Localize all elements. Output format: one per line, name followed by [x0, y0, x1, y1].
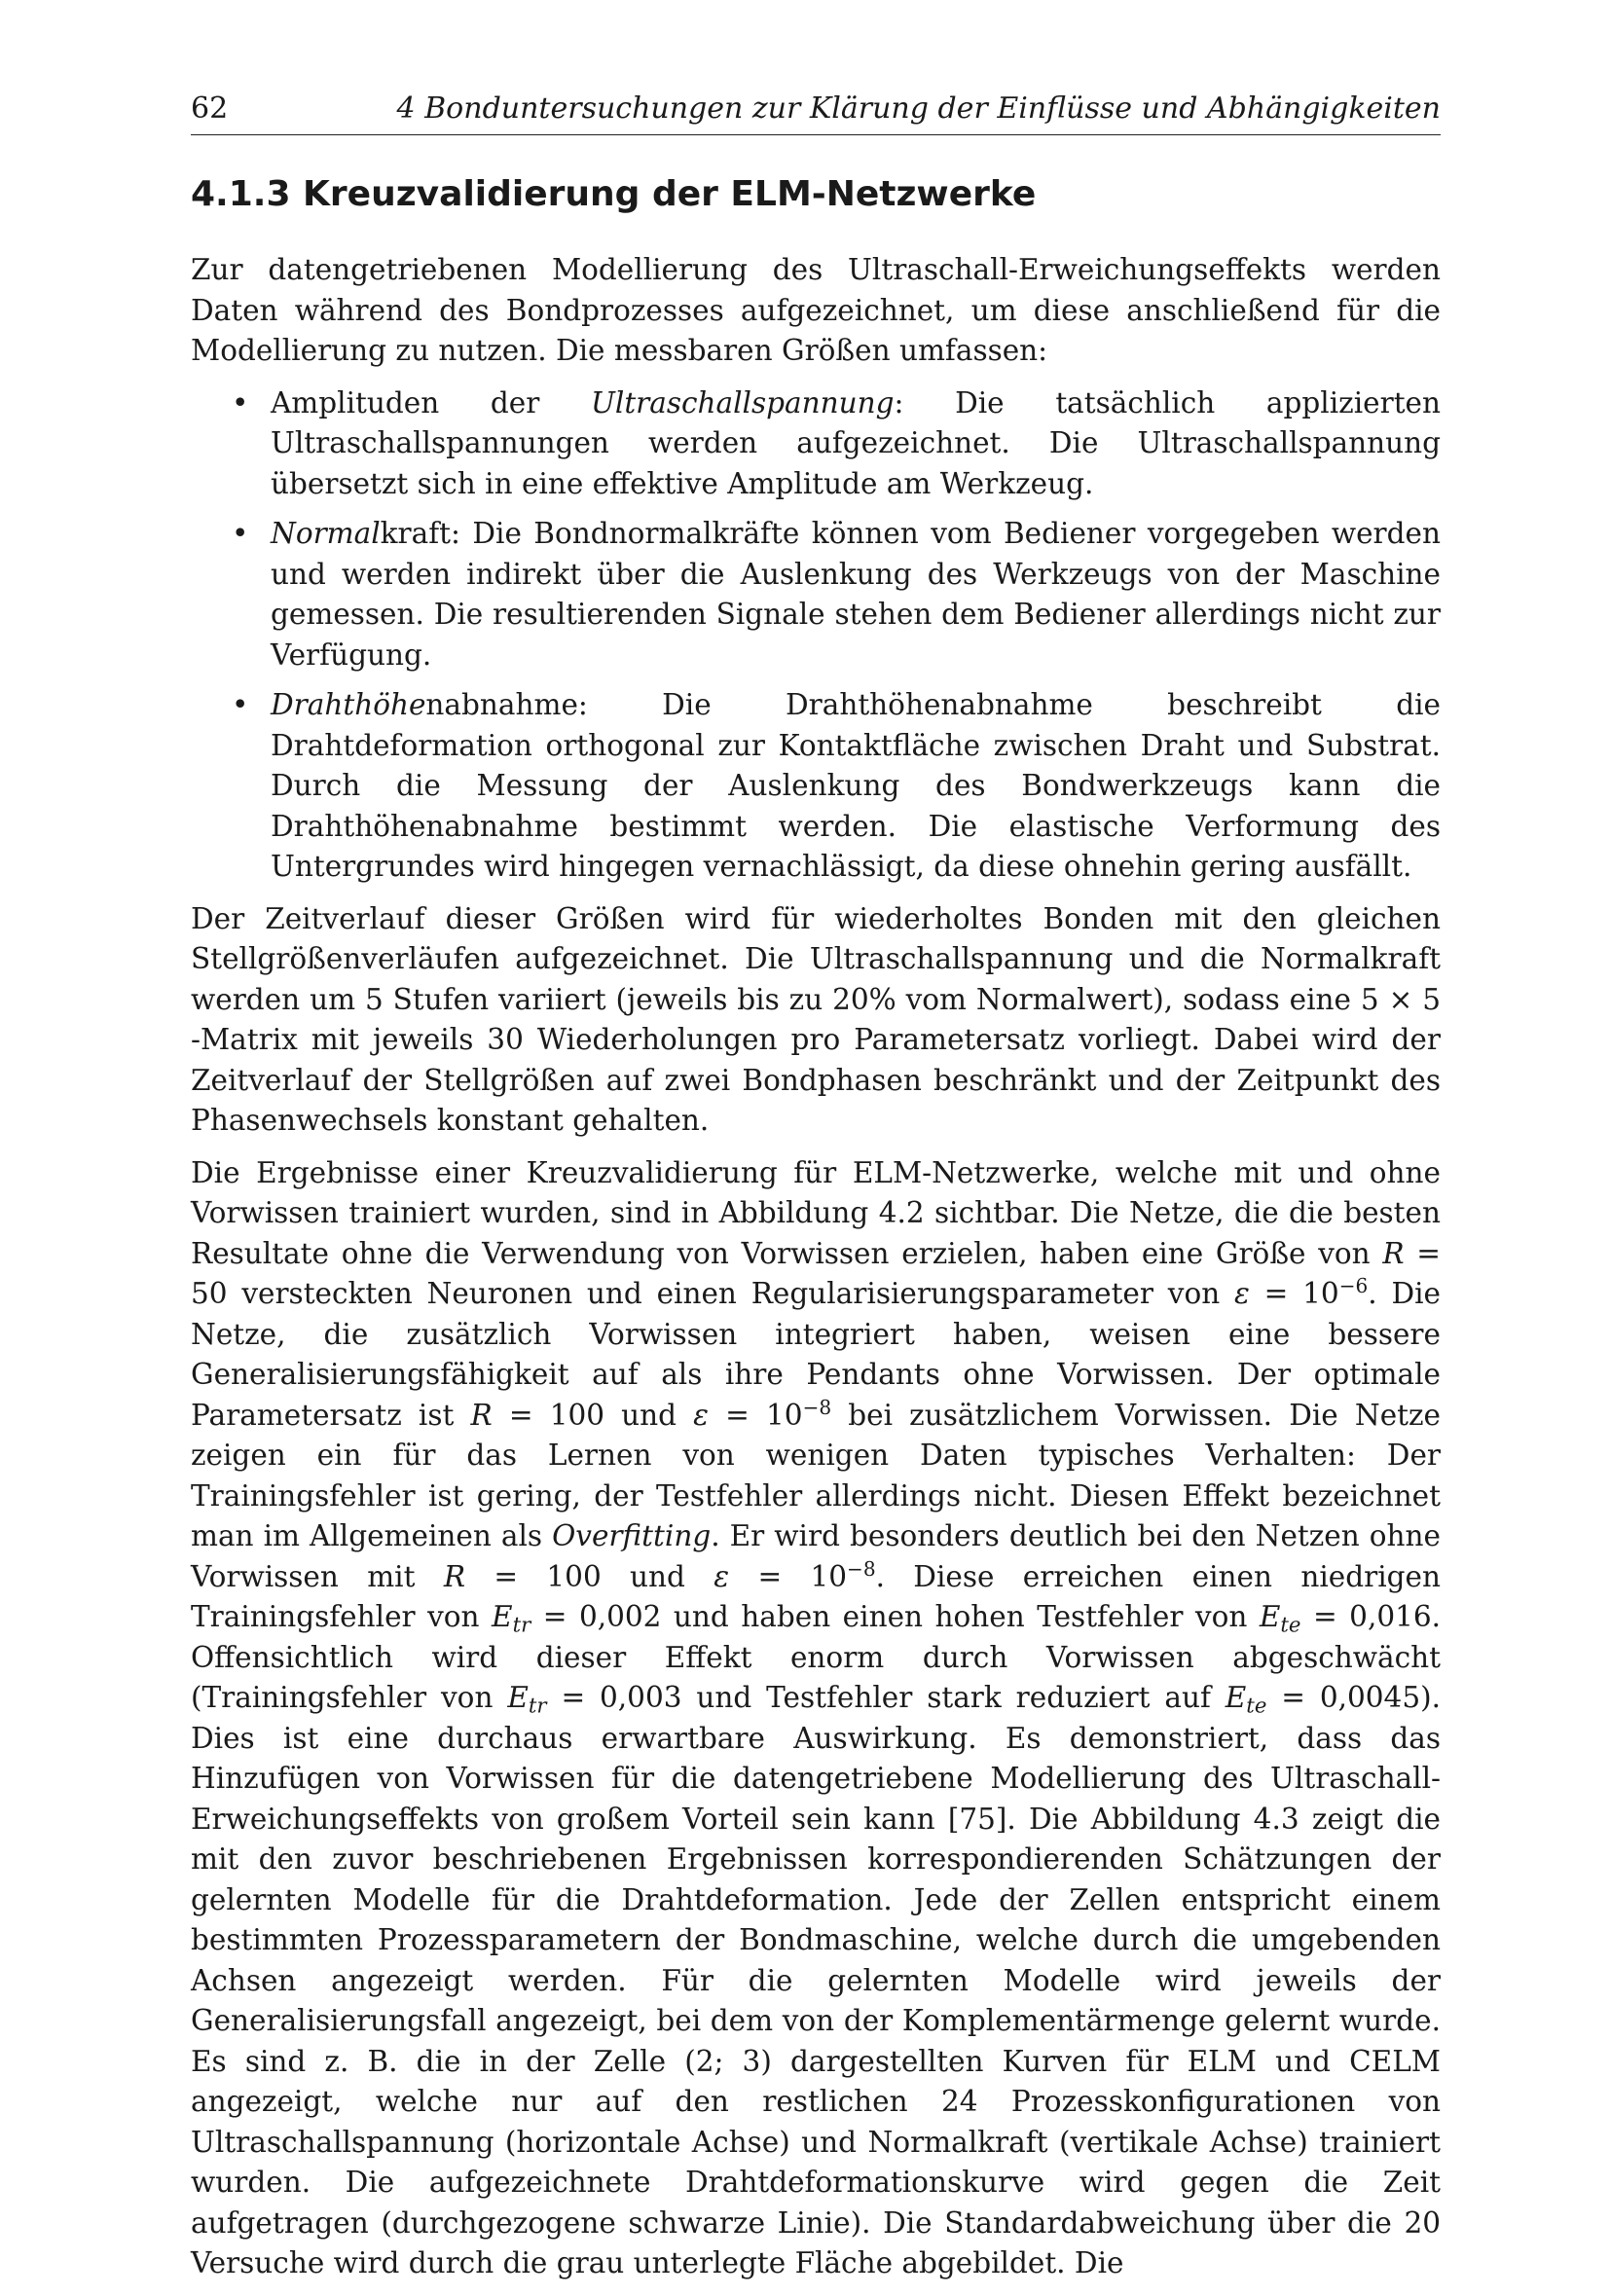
measured-quantities-list — [191, 383, 1441, 888]
measurement-paragraph: Der Zeitverlauf dieser Größen wird für wiederholtes Bonden mit den gleichen Stellgrößenverläufen aufgezeichnet. Die Ultraschallspannung und die Normalkraft werden um 5 Stufen variiert (jeweils bis zu 20% vom Normalwert), sodass eine 5 × 5 -Matrix mit jeweils 30 Wiederholungen pro Parametersatz vorliegt. Dabei wird der Zeitverlauf der Stellgrößen auf zwei Bondphasen beschränkt und der Zeitpunkt des Phasenwechsels konstant gehalten. — [191, 901, 1441, 1137]
list-item-ultraschallspannung: • Amplituden der Ultraschallspannung: Die tatsächlich applizierten Ultraschallspannungen werden aufgezeichnet. Die Ultraschallspannung übersetzt sich in eine effektive Amplitude am Werkzeug. — [191, 383, 1441, 505]
page-number: 62 — [191, 91, 229, 126]
list-item-normalkraft: • Normalkraft: Die Bondnormalkräfte können vom Bediener vorgegeben werden und werden indirekt über die Auslenkung des Werkzeugs von der Maschine gemessen. Die resultierenden Signale stehen dem Bediener allerdings nicht zur Verfügung. — [191, 514, 1441, 675]
page — [191, 90, 1441, 2296]
results-paragraph: Die Ergebnisse einer Kreuzvalidierung für ELM-Netzwerke, welche mit und ohne Vorwissen trainiert wurden, sind in Abbildung 4.2 sichtbar. Die Netze, die die besten Resultate ohne die Verwendung von Vorwissen erzielen, haben eine Größe von R = 50 versteckten Neuronen und einen Regularisierungsparameter von $\varepsilon = 10^{-6}$. Die Netze, die zusätzlich Vorwissen integriert haben, weisen eine bessere Generalisierungsfähigkeit auf als ihre Pendants ohne Vorwissen. Der optimale Parametersatz ist R = 100 und $\varepsilon = 10^{-8}$ bei zusätzlichem Vorwissen. Die Netze zeigen ein für das Lernen von wenigen Daten typisches Verhalten: Der Trainingsfehler ist gering, der Testfehler allerdings nicht. Diesen Effekt bezeichnet man im Allgemeinen als Overfitting. Er wird besonders deutlich bei den Netzen ohne Vorwissen mit R = 100 und $\varepsilon = 10^{-8}$. Diese erreichen einen niedrigen Trainingsfehler von $E_{tr} = 0,002$ und haben einen hohen Testfehler von $E_{te} = 0,016$. Offensichtlich wird dieser Effekt enorm durch Vorwissen abgeschwächt (Trainingsfehler von $E_{tr} = 0,003$ und Testfehler stark reduziert auf $E_{te} = 0,0045$). Dies ist eine durchaus erwartbare Auswirkung. Es demonstriert, dass das Hinzufügen von Vorwissen für die datengetriebene Modellierung des Ultraschall-Erweichungseffekts von großem Vorteil sein kann [75]. Die Abbildung 4.3 zeigt die mit den zuvor beschriebenen Ergebnissen korrespondierenden Schätzungen der gelernten Modelle für die Drahtdeformation. Jede der Zellen entspricht einem bestimmten Prozessparametern der Bondmaschine, welche durch die umgebenden Achsen angezeigt werden. Für die gelernten Modelle wird jeweils der Generalisierungsfall angezeigt, bei dem von der Komplementärmenge gelernt wurde. Es sind z. B. die in der Zelle (2; 3) dargestellten Kurven für ELM und CELM angezeigt, welche nur auf den restlichen 24 Prozesskonfigurationen von Ultraschallspannung (horizontale Achse) und Normalkraft (vertikale Achse) trainiert wurden. Die aufgezeichnete Drahtdeformationskurve wird gegen die Zeit aufgetragen (durchgezogene schwarze Linie). Die Standardabweichung über die 20 Versuche wird durch die grau unterlegte Fläche abgebildet. Die — [191, 1155, 1442, 2279]
intro-paragraph: Zur datengetriebenen Modellierung des Ultraschall-Erweichungseffekts werden Daten während des Bondprozesses aufgezeichnet, um diese anschließend für die Modellierung zu nutzen. Die messbaren Größen umfassen: — [191, 253, 1441, 367]
list-item-drahthoehenabnahme: • Drahthöhenabnahme: Die Drahthöhenabnahme beschreibt die Drahtdeformation orthogonal zur Kontaktfläche zwischen Draht und Substrat. Durch die Messung der Auslenkung des Bondwerkzeugs kann die Drahthöhenabnahme bestimmt werden. Die elastische Verformung des Untergrundes wird hingegen vernachlässigt, da diese ohnehin gering ausfällt. — [191, 685, 1441, 888]
bullet-icon: • — [232, 688, 249, 721]
running-title: 4 Bonduntersuchungen zur Klärung der Einflüsse und Abhängigkeiten — [396, 91, 1441, 126]
section-title: 4.1.3 Kreuzvalidierung der ELM-Netzwerke — [191, 174, 1037, 214]
bullet-icon: • — [232, 385, 249, 419]
bullet-icon: • — [232, 517, 249, 550]
running-header — [191, 90, 1441, 135]
